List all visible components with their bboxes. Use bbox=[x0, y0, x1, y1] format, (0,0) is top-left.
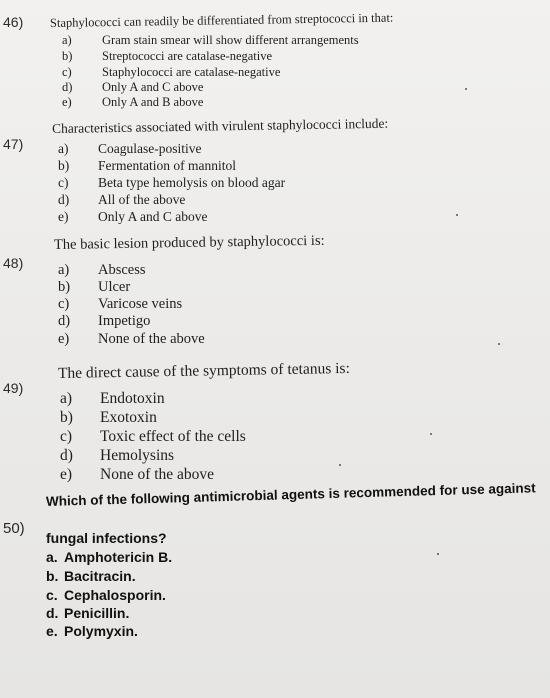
paper-speck bbox=[339, 464, 341, 466]
option-letter: e) bbox=[62, 95, 72, 109]
question-stem: Characteristics associated with virulent staphylococci include: bbox=[51, 115, 389, 136]
question-number: 48) bbox=[3, 255, 24, 271]
answer-option bbox=[60, 409, 157, 427]
option-text: Fermentation of mannitol bbox=[98, 158, 236, 173]
option-text: Only A and B above bbox=[102, 95, 204, 109]
option-text: Ulcer bbox=[98, 279, 131, 295]
option-text: Abscess bbox=[98, 262, 146, 278]
question-stem-line-2: fungal infections? bbox=[46, 530, 167, 546]
answer-option bbox=[46, 568, 136, 584]
answer-option bbox=[58, 209, 208, 225]
option-letter: d) bbox=[60, 447, 73, 464]
option-letter: b) bbox=[60, 409, 73, 426]
answer-option bbox=[46, 587, 166, 603]
option-letter: b) bbox=[58, 279, 71, 295]
answer-option bbox=[46, 623, 138, 639]
question-stem: The direct cause of the symptoms of tetanus is: bbox=[57, 359, 350, 382]
option-letter: d) bbox=[62, 80, 73, 94]
answer-option bbox=[62, 49, 272, 64]
option-text: Gram stain smear will show different arrangements bbox=[102, 33, 359, 47]
option-text: Only A and C above bbox=[102, 80, 204, 94]
answer-option bbox=[46, 605, 129, 621]
question-number: 49) bbox=[3, 380, 24, 396]
question-number: 46) bbox=[3, 14, 24, 30]
option-text: Toxic effect of the cells bbox=[100, 428, 246, 445]
paper-speck bbox=[456, 214, 458, 216]
option-letter: e) bbox=[60, 466, 73, 483]
option-letter: e. bbox=[46, 623, 58, 639]
paper-speck bbox=[430, 433, 432, 435]
option-text: Impetigo bbox=[98, 313, 151, 329]
paper-speck bbox=[498, 343, 500, 345]
option-letter: d) bbox=[58, 192, 70, 207]
option-letter: d. bbox=[46, 605, 59, 621]
answer-option bbox=[58, 296, 182, 313]
option-text: Polymyxin. bbox=[64, 623, 138, 639]
option-letter: a) bbox=[58, 262, 70, 278]
option-text: None of the above bbox=[100, 466, 215, 483]
option-letter: c. bbox=[46, 587, 58, 603]
option-text: None of the above bbox=[98, 331, 205, 347]
option-text: Penicillin. bbox=[64, 605, 130, 621]
answer-option bbox=[58, 262, 146, 279]
question-number: 47) bbox=[3, 136, 24, 152]
option-letter: a. bbox=[46, 549, 58, 565]
answer-option bbox=[58, 192, 185, 208]
answer-option bbox=[58, 141, 201, 157]
option-letter: a) bbox=[62, 33, 72, 47]
option-text: Coagulase-positive bbox=[98, 141, 202, 156]
question-stem: Staphylococci can readily be differentiated from streptococci in that: bbox=[49, 10, 394, 30]
option-letter: e) bbox=[58, 209, 69, 224]
question-number: 50) bbox=[3, 520, 25, 537]
option-letter: c) bbox=[62, 65, 72, 79]
option-text: Cephalosporin. bbox=[64, 587, 166, 603]
question-stem-line-1: Which of the following antimicrobial agents is recommended for use against bbox=[45, 480, 536, 509]
option-letter: b) bbox=[62, 49, 73, 63]
option-text: Only A and C above bbox=[98, 209, 208, 224]
option-letter: d) bbox=[58, 313, 71, 329]
answer-option bbox=[60, 390, 165, 408]
paper-speck bbox=[437, 553, 439, 555]
answer-option bbox=[58, 279, 130, 296]
option-text: All of the above bbox=[98, 192, 186, 207]
answer-option bbox=[46, 549, 172, 565]
option-letter: e) bbox=[58, 331, 70, 347]
option-text: Bacitracin. bbox=[64, 568, 136, 584]
option-letter: b. bbox=[46, 568, 59, 584]
option-text: Endotoxin bbox=[100, 390, 165, 407]
option-text: Hemolysins bbox=[100, 447, 175, 464]
answer-option bbox=[62, 80, 203, 95]
option-letter: b) bbox=[58, 158, 70, 173]
answer-option bbox=[60, 428, 246, 446]
answer-option bbox=[62, 33, 359, 48]
option-letter: a) bbox=[58, 141, 69, 156]
paper-speck bbox=[465, 88, 467, 90]
option-text: Staphylococci are catalase-negative bbox=[102, 65, 281, 79]
option-text: Beta type hemolysis on blood agar bbox=[98, 175, 286, 190]
answer-option bbox=[62, 95, 203, 110]
answer-option bbox=[58, 313, 150, 330]
option-letter: c) bbox=[58, 296, 70, 312]
answer-option bbox=[60, 447, 174, 465]
answer-option bbox=[60, 466, 214, 484]
option-letter: a) bbox=[60, 390, 73, 407]
answer-option bbox=[62, 65, 280, 80]
answer-option bbox=[58, 175, 285, 191]
answer-option bbox=[58, 331, 205, 348]
option-letter: c) bbox=[58, 175, 69, 190]
answer-option bbox=[58, 158, 236, 174]
question-stem: The basic lesion produced by staphylococci is: bbox=[53, 232, 325, 253]
option-text: Exotoxin bbox=[100, 409, 157, 426]
option-text: Streptococci are catalase-negative bbox=[102, 49, 273, 63]
option-text: Varicose veins bbox=[98, 296, 183, 312]
option-letter: c) bbox=[60, 428, 73, 445]
option-text: Amphotericin B. bbox=[64, 549, 173, 565]
